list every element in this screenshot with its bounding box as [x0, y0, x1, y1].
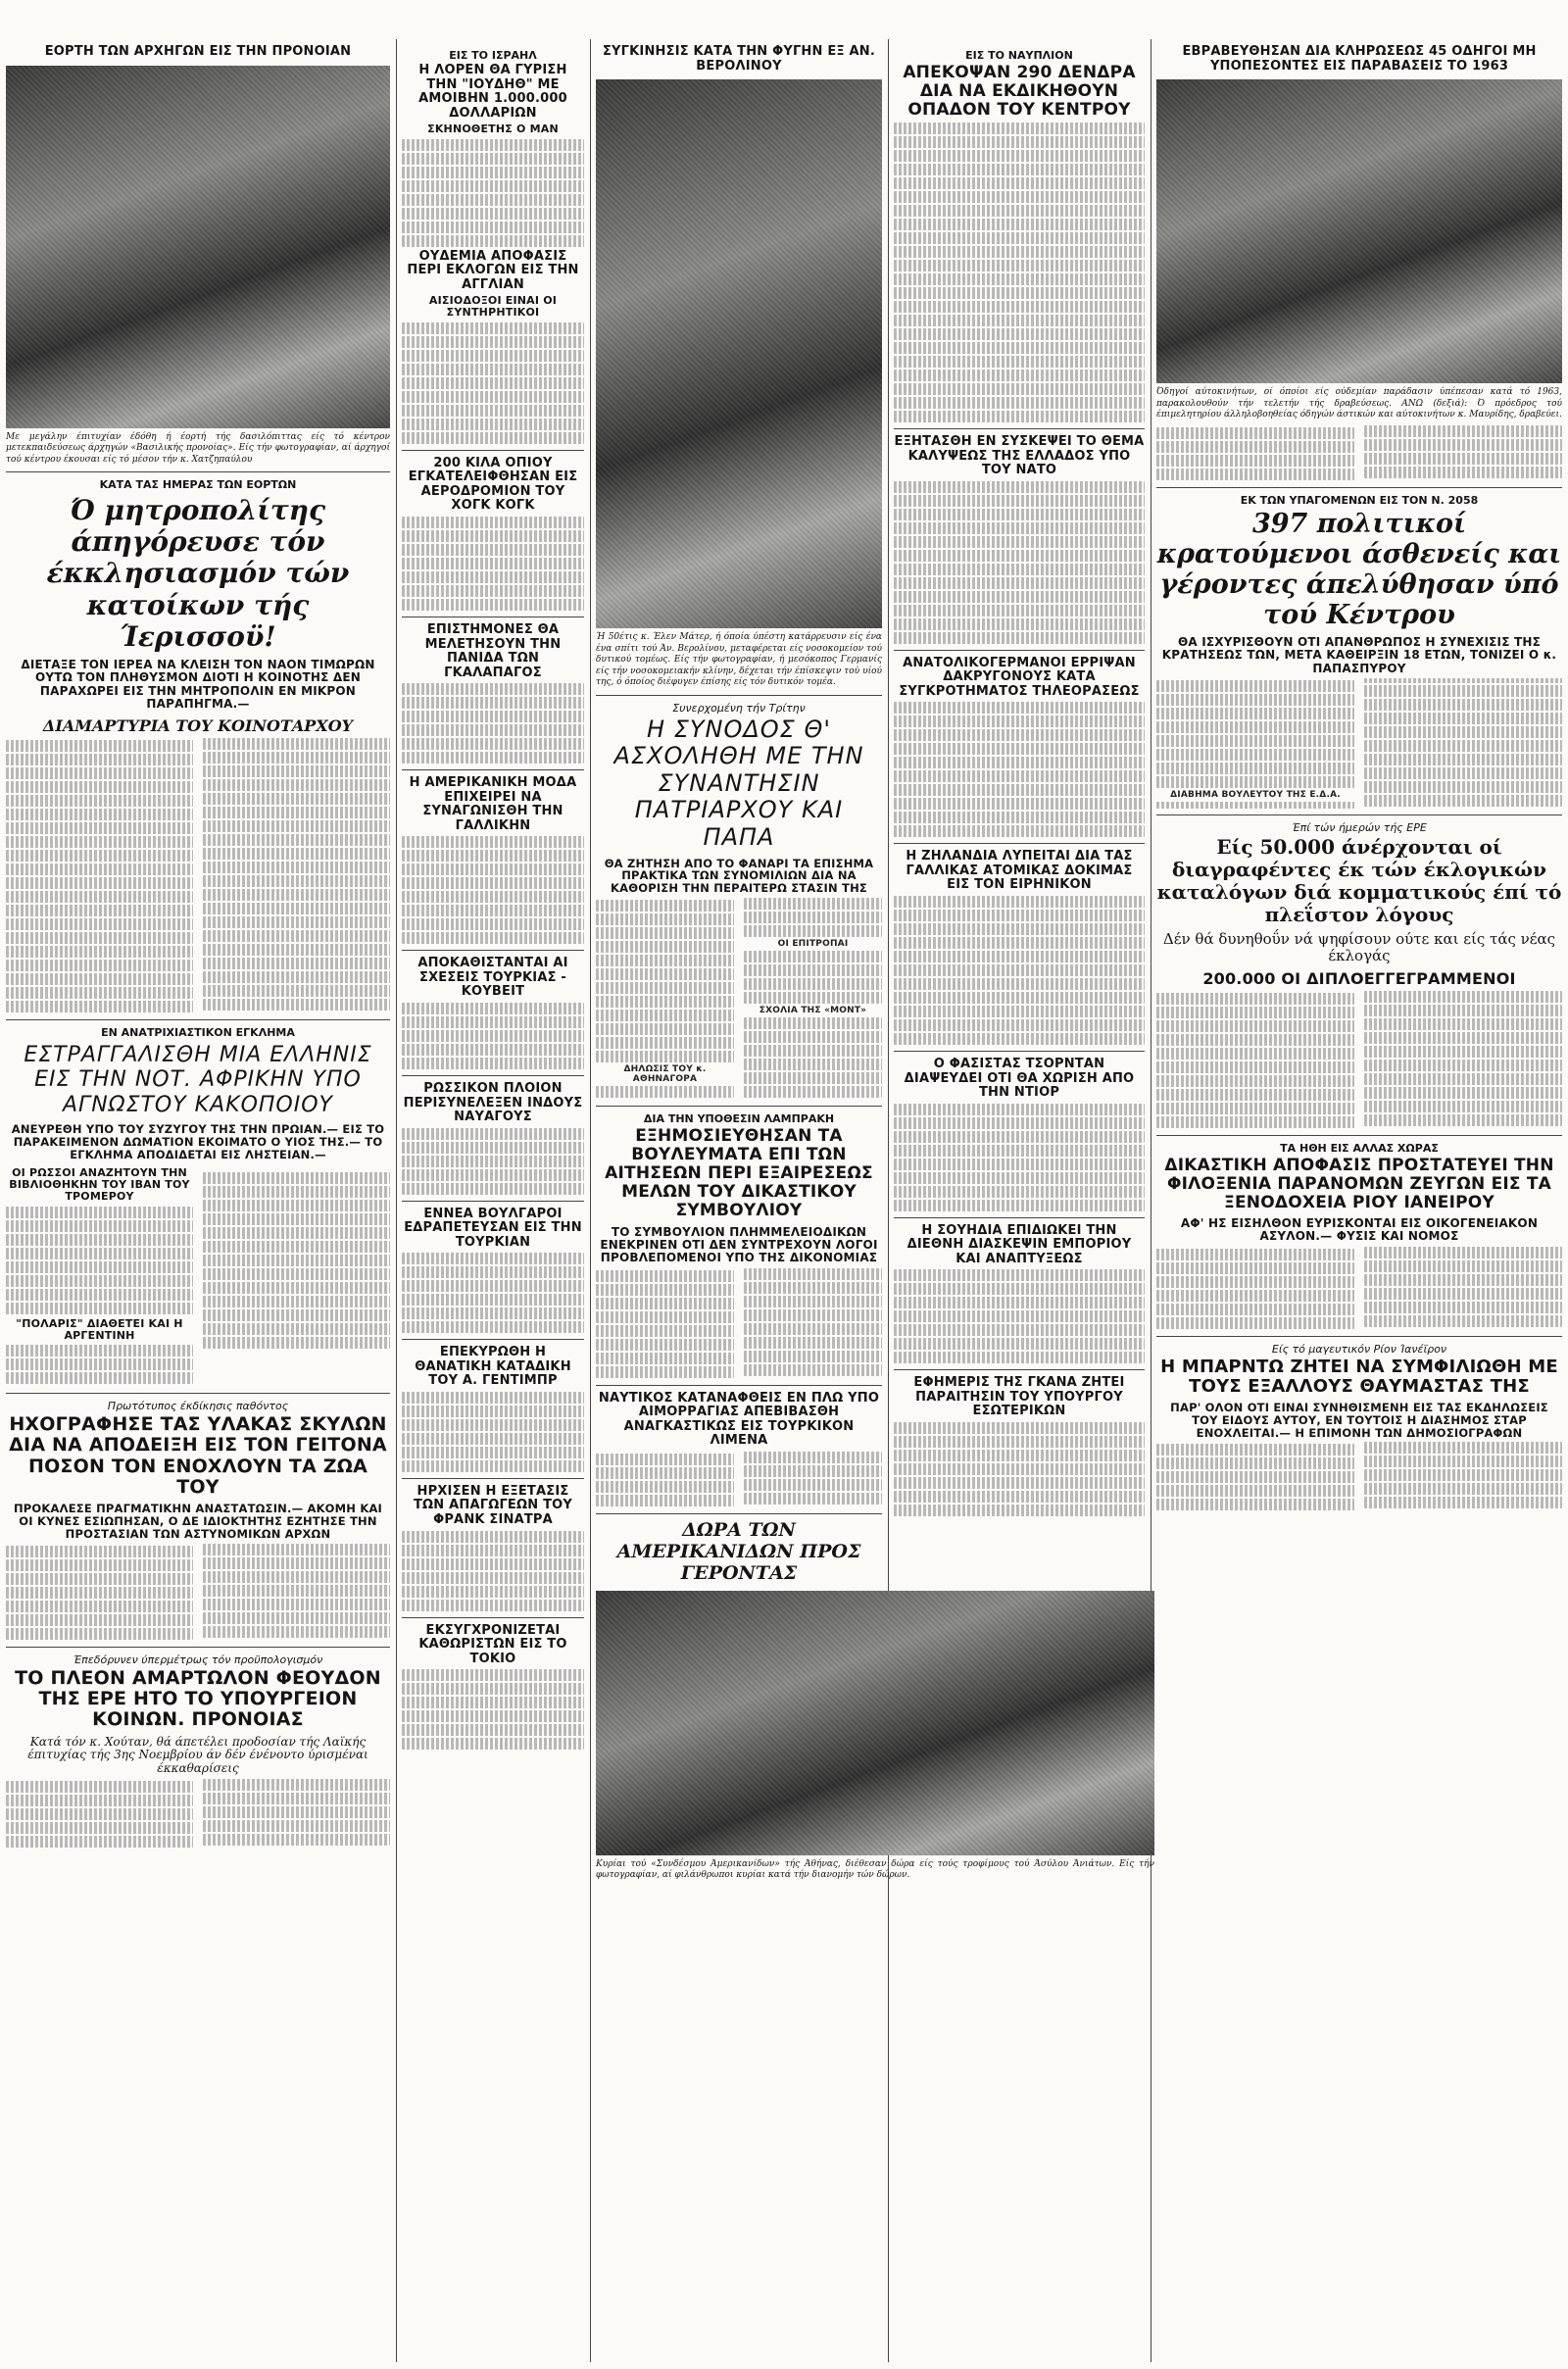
article-subheadline: ΣΚΗΝΟΘΕΤΗΣ Ο ΜΑΝ [427, 123, 559, 136]
article-subheadline: ΘΑ ΖΗΤΗΣΗ ΑΠΟ ΤΟ ΦΑΝΑΡΙ ΤΑ ΕΠΙΣΗΜΑ ΠΡΑΚΤΙΚΑ ΤΩΝ ΣΥΝΟΜΙΛΙΩΝ ΔΙΑ ΝΑ ΚΑΘΟΡΙΣΗ ΤΗΝ ΠΕΡΑΙΤΕΡΩ ΣΤΑΣΙΝ ΤΗΣ [604, 856, 874, 896]
article-body [402, 1128, 584, 1195]
article-body [894, 123, 1145, 422]
article-body [203, 1170, 390, 1385]
article-body [402, 1003, 584, 1069]
article-headline: ΕΞΗΤΑΣΘΗ ΕΝ ΣΥΣΚΕΨΕΙ ΤΟ ΘΕΜΑ ΚΑΛΥΨΕΩΣ ΤΗΣ ΕΛΛΑΔΟΣ ΥΠΟ ΤΟΥ ΝΑΤΟ [894, 434, 1145, 478]
article-headline: ΑΝΑΤΟΛΙΚΟΓΕΡΜΑΝΟΙ ΕΡΡΙΨΑΝ ΔΑΚΡΥΓΟΝΟΥΣ ΚΑΤΑ ΣΥΓΚΡΟΤΗΜΑΤΟΣ ΤΗΛΕΟΡΑΣΕΩΣ [899, 655, 1140, 699]
article-subheadline: ΔΙΑΒΗΜΑ ΒΟΥΛΕΥΤΟΥ ΤΗΣ Ε.Δ.Α. [1170, 790, 1341, 801]
article-subheadline: ΔΙΑΜΑΡΤΥΡΙΑ ΤΟΥ ΚΟΙΝΟΤΑΡΧΟΥ [42, 716, 354, 735]
article-body [596, 898, 882, 1100]
article-headline: ΤΟ ΠΛΕΟΝ ΑΜΑΡΤΩΛΟΝ ΦΕΟΥΔΟΝ ΤΗΣ ΕΡΕ ΗΤΟ ΤΟ ΥΠΟΥΡΓΕΙΟΝ ΚΟΙΝΩΝ. ΠΡΟΝΟΙΑΣ [15, 1666, 381, 1731]
article-headline: ΗΡΧΙΣΕΝ Η ΕΞΕΤΑΣΙΣ ΤΩΝ ΑΠΑΓΩΓΕΩΝ ΤΟΥ ΦΡΑΝΚ ΣΙΝΑΤΡΑ [413, 1483, 572, 1527]
article-body [596, 1452, 882, 1507]
article-subheadline: ΠΡΟΚΑΛΕΣΕ ΠΡΑΓΜΑΤΙΚΗΝ ΑΝΑΣΤΑΤΩΣΙΝ.— ΑΚΟΜΗ ΚΑΙ ΟΙ ΚΥΝΕΣ ΕΣΙΩΠΗΣΑΝ, Ο ΔΕ ΙΔΙΟΚΤΗΤΗΣ ΕΖΗΤΗΣΕ ΤΗΝ ΠΡΟΣΤΑΣΙΑΝ ΤΩΝ ΑΣΤΥΝΟΜΙΚΩΝ ΑΡΧΩΝ [13, 1502, 383, 1542]
article-headline: ΗΧΟΓΡΑΦΗΣΕ ΤΑΣ ΥΛΑΚΑΣ ΣΚΥΛΩΝ ΔΙΑ ΝΑ ΑΠΟΔΕΙΞΗ ΕΙΣ ΤΟΝ ΓΕΙΤΟΝΑ ΠΟΣΟΝ ΤΟΝ ΕΝΟΧΛΟΥΝ ΤΑ ΖΩΑ ΤΟΥ [9, 1413, 387, 1498]
article-headline: ΟΙ ΡΩΣΣΟΙ ΑΝΑΖΗΤΟΥΝ ΤΗΝ ΒΙΒΛΙΟΘΗΚΗΝ ΤΟΥ ΙΒΑΝ ΤΟΥ ΤΡΟΜΕΡΟΥ [9, 1165, 190, 1204]
article-headline: "ΠΟΛΑΡΙΣ" ΔΙΑΘΕΤΕΙ ΚΑΙ Η ΑΡΓΕΝΤΙΝΗ [16, 1316, 183, 1342]
article-kicker: ΕΝ ΑΝΑΤΡΙΧΙΑΣΤΙΚΟΝ ΕΓΚΛΗΜΑ [101, 1026, 295, 1040]
column-rule [590, 39, 591, 2362]
article-headline: ΕΣΤΡΑΓΓΑΛΙΣΘΗ ΜΙΑ ΕΛΛΗΝΙΣ ΕΙΣ ΤΗΝ ΝΟΤ. ΑΦΡΙΚΗΝ ΥΠΟ ΑΓΝΩΣΤΟΥ ΚΑΚΟΠΟΙΟΥ [24, 1043, 372, 1117]
column-5 [1156, 45, 1562, 2363]
article-subheadline: ΑΦ' ΗΣ ΕΙΣΗΛΘΟΝ ΕΥΡΙΣΚΟΝΤΑΙ ΕΙΣ ΟΙΚΟΓΕΝΕΙΑΚΟΝ ΑΣΥΛΟΝ.— ΦΥΣΙΣ ΚΑΙ ΝΟΜΟΣ [1180, 1215, 1539, 1244]
photo-caption: Με μεγάλην έπιτυχίαν έδόθη ή έορτή τής δασιλόπιττας είς τό κέντρον μετεκπαιδεύσεως άρχηγών «Βασιλικής προνοίας». Είς τήν φωτογραφίαν, αί άρχηγοί τού κέντρου έκουσαι είς τό μέσον τήν κ. Χατζηπαύλου [6, 431, 390, 465]
news-photo [1156, 79, 1562, 383]
article-body [402, 1531, 584, 1611]
article-subheadline: ΘΑ ΙΣΧΥΡΙΣΘΟΥΝ ΟΤΙ ΑΠΑΝΘΡΩΠΟΣ Η ΣΥΝΕΧΙΣΙΣ ΤΗΣ ΚΡΑΤΗΣΕΩΣ ΤΩΝ, ΜΕΤΑ ΚΑΘΕΙΡΞΙΝ 18 ΕΤΩΝ, ΤΟΝΙΖΕΙ Ο κ. ΠΑΠΑΣΠΥΡΟΥ [1161, 634, 1557, 675]
article-headline: ΝΑΥΤΙΚΟΣ ΚΑΤΑΝΑΦΘΕΙΣ ΕΝ ΠΛΩ ΥΠΟ ΑΙΜΟΡΡΑΓΙΑΣ ΑΠΕΒΙΒΑΣΘΗ ΑΝΑΓΚΑΣΤΙΚΩΣ ΕΙΣ ΤΟΥΡΚΙΚΟΝ ΛΙΜΕΝΑ [598, 1390, 880, 1449]
news-photo [596, 79, 882, 628]
article-headline: ΟΥΔΕΜΙΑ ΑΠΟΦΑΣΙΣ ΠΕΡΙ ΕΚΛΟΓΩΝ ΕΙΣ ΤΗΝ ΑΓΓΛΙΑΝ [407, 248, 579, 292]
article-body [1156, 1247, 1562, 1330]
article-body [894, 702, 1145, 837]
article-headline: Η ΛΟΡΕΝ ΘΑ ΓΥΡΙΣΗ ΤΗΝ "ΙΟΥΔΗΘ" ΜΕ ΑΜΟΙΒΗΝ 1.000.000 ΔΟΛΛΑΡΙΩΝ [418, 63, 567, 121]
article-headline: Ο ΦΑΣΙΣΤΑΣ ΤΣΟΡΝΤΑΝ ΔΙΑΨΕΥΔΕΙ ΟΤΙ ΘΑ ΧΩΡΙΣΗ ΑΠΟ ΤΗΝ ΝΤΙΟΡ [904, 1057, 1135, 1101]
article-body [1156, 1442, 1562, 1511]
article-body [596, 1268, 882, 1379]
photo-caption: Ή 50έτις κ. Έλεν Μάτερ, ή όποία ύπέστη κατάρρευσιν είς ένα ένα σπίτι τού Άν. Βερολίνου, μεταφέρεται είς νοσοκομείον τού δυτικού τομέως. Είς τήν φωτογραφίαν, ή μεσόκοπος Γερμανίς είς τήν νοσοκομειακήν κλίνην, δέχεται τήν έπίσκεψιν τού υίού της, ό όποίος διέφυγεν έπίσης είς τόν δυτικόν τομέα. [596, 632, 882, 688]
article-body [402, 322, 584, 444]
article-body [6, 1779, 390, 1849]
article-headline: Η ΜΠΑΡΝΤΩ ΖΗΤΕΙ ΝΑ ΣΥΜΦΙΛΙΩΘΗ ΜΕ ΤΟΥΣ ΕΞΑΛΛΟΥΣ ΘΑΥΜΑΣΤΑΣ ΤΗΣ [1160, 1356, 1558, 1397]
article-headline: Η ΣΟΥΗΔΙΑ ΕΠΙΔΙΩΚΕΙ ΤΗΝ ΔΙΕΘΝΗ ΔΙΑΣΚΕΨΙΝ ΕΜΠΟΡΙΟΥ ΚΑΙ ΑΝΑΠΤΥΞΕΩΣ [906, 1222, 1132, 1266]
article-headline: Η ΑΜΕΡΙΚΑΝΙΚΗ ΜΟΔΑ ΕΠΙΧΕΙΡΕΙ ΝΑ ΣΥΝΑΓΩΝΙΣΘΗ ΤΗΝ ΓΑΛΛΙΚΗΝ [409, 775, 577, 833]
article-headline: ΔΙΚΑΣΤΙΚΗ ΑΠΟΦΑΣΙΣ ΠΡΟΣΤΑΤΕΥΕΙ ΤΗΝ ΦΙΛΟΞΕΝΙΑ ΠΑΡΑΝΟΜΩΝ ΖΕΥΓΩΝ ΕΙΣ ΤΑ ΞΕΝΟΔΟΧΕΙΑ ΡΙΟΥ ΙΑΝΕΙΡΟΥ [1164, 1155, 1554, 1212]
article-body [1156, 425, 1562, 481]
article-subheadline: ΟΙ ΕΠΙΤΡΟΠΑΙ [777, 939, 849, 950]
article-body [402, 139, 584, 247]
column-2 [402, 45, 584, 2363]
article-subheadline: ΔΗΛΩΣΙΣ ΤΟΥ κ. ΑΘΗΝΑΓΟΡΑ [623, 1064, 707, 1085]
article-body [1156, 991, 1562, 1129]
article-kicker: ΕΙΣ ΤΟ ΙΣΡΑΗΛ [449, 49, 537, 62]
article-subheadline: 200.000 ΟΙ ΔΙΠΛΟΕΓΓΕΓΡΑΜΜΕΝΟΙ [1202, 968, 1516, 988]
article-kicker: ΚΑΤΑ ΤΑΣ ΗΜΕΡΑΣ ΤΩΝ ΕΟΡΤΩΝ [99, 478, 297, 492]
article-kicker: Πρωτότυπος έκδίκησις παθόντος [107, 1400, 289, 1413]
column-rule [396, 39, 397, 2362]
article-body [6, 1345, 193, 1384]
column-rule [1151, 39, 1152, 2362]
article-headline: ΕΚΣΥΓΧΡΟΝΙΖΕΤΑΙ ΚΑΘΩΡΙΣΤΩΝ ΕΙΣ ΤΟ ΤΟΚΙΟ [418, 1622, 567, 1666]
photo-caption: Όδηγοί αύτοκινήτων, οί όποίοι είς ούδεμίαν παράδασιν ύπέπεσαν κατά τό 1963, παρακολουθούν τήν τελετήν τής δραβεύσεως. ΑΝΩ (δεξιά): Ό πρόεδρος τού έπιμελητηρίου άλληλοβοηθείας όδηγών άστικών και αύτοκινήτων κ. Μαυρίδης, δραβεύει. [1156, 387, 1562, 420]
article-body [894, 1269, 1145, 1363]
article-kicker: ΕΚ ΤΩΝ ΥΠΑΓΟΜΕΝΩΝ ΕΙΣ ΤΟΝ Ν. 2058 [1240, 493, 1479, 507]
article-headline: 397 πολιτικοί κρατούμενοι άσθενείς και γέροντες άπελύθησαν ύπό τού Κέντρου [1156, 508, 1562, 630]
article-headline: 200 ΚΙΛΑ ΟΠΙΟΥ ΕΓΚΑΤΕΛΕΙΦΘΗΣΑΝ ΕΙΣ ΑΕΡΟΔΡΟΜΙΟΝ ΤΟΥ ΧΟΓΚ ΚΟΓΚ [408, 455, 578, 514]
section-title: ΕΟΡΤΗ ΤΩΝ ΑΡΧΗΓΩΝ ΕΙΣ ΤΗΝ ΠΡΟΝΟΙΑΝ [44, 44, 352, 59]
article-body [402, 836, 584, 944]
article-headline: Η ΖΗΛΑΝΔΙΑ ΛΥΠΕΙΤΑΙ ΔΙΑ ΤΑΣ ΓΑΛΛΙΚΑΣ ΑΤΟΜΙΚΑΣ ΔΟΚΙΜΑΣ ΕΙΣ ΤΟΝ ΕΙΡΗΝΙΚΟΝ [906, 849, 1133, 893]
section-title: ΣΥΓΚΙΝΗΣΙΣ ΚΑΤΑ ΤΗΝ ΦΥΓΗΝ ΕΞ ΑΝ. ΒΕΡΟΛΙΝΟΥ [602, 44, 876, 74]
article-subheadline: ΠΑΡ' ΟΛΟΝ ΟΤΙ ΕΙΝΑΙ ΣΥΝΗΘΙΣΜΕΝΗ ΕΙΣ ΤΑΣ ΕΚΔΗΛΩΣΕΙΣ ΤΟΥ ΕΙΔΟΥΣ ΑΥΤΟΥ, ΕΝ ΤΟΥΤΟΙΣ Η ΔΙΑΣΗΜΟΣ ΣΤΑΡ ΕΝΟΧΛΕΙΤΑΙ.— Η ΕΠΙΜΟΝΗ ΤΩΝ ΔΗΜΟΣΙΟΓΡΑΦΩΝ [1170, 1400, 1548, 1440]
article-headline: ΕΞΗΜΟΣΙΕΥΘΗΣΑΝ ΤΑ ΒΟΥΛΕΥΜΑΤΑ ΕΠΙ ΤΩΝ ΑΙΤΗΣΕΩΝ ΠΕΡΙ ΕΞΑΙΡΕΣΕΩΣ ΜΕΛΩΝ ΤΟΥ ΔΙΚΑΣΤΙΚΟΥ ΣΥΜΒΟΥΛΙΟΥ [605, 1126, 873, 1221]
article-headline: ΔΩΡΑ ΤΩΝ ΑΜΕΡΙΚΑΝΙΔΩΝ ΠΡΟΣ ΓΕΡΟΝΤΑΣ [616, 1519, 861, 1584]
news-photo [6, 66, 390, 428]
article-subheadline: ΔΙΕΤΑΞΕ ΤΟΝ ΙΕΡΕΑ ΝΑ ΚΛΕΙΣΗ ΤΟΝ ΝΑΟΝ ΤΙΜΩΡΩΝ ΟΥΤΩ ΤΟΝ ΠΛΗΘΥΣΜΟΝ ΔΙΟΤΙ Η ΚΟΙΝΟΤΗΣ ΔΕΝ ΠΑΡΑΧΩΡΕΙ ΕΙΣ ΤΗΝ ΜΗΤΡΟΠΟΛΙΝ ΕΝ ΜΙΚΡΟΝ ΠΑΡΑΠΗΓΜΑ.— [21, 657, 375, 712]
article-subheadline: ΑΝΕΥΡΕΘΗ ΥΠΟ ΤΟΥ ΣΥΖΥΓΟΥ ΤΗΣ ΤΗΝ ΠΡΩΙΑΝ.— ΕΙΣ ΤΟ ΠΑΡΑΚΕΙΜΕΝΟΝ ΔΩΜΑΤΙΟΝ ΕΚΟΙΜΑΤΟ Ο ΥΙΟΣ ΤΗΣ.— ΤΟ ΕΓΚΛΗΜΑ ΑΠΟΔΙΔΕΤΑΙ ΕΙΣ ΛΗΣΤΕΙΑΝ.— [11, 1122, 385, 1161]
article-body [894, 481, 1145, 644]
article-headline: Η ΣΥΝΟΔΟΣ Θ' ΑΣΧΟΛΗΘΗ ΜΕ ΤΗΝ ΣΥΝΑΝΤΗΣΙΝ ΠΑΤΡΙΑΡΧΟΥ ΚΑΙ ΠΑΠΑ [613, 715, 864, 851]
article-kicker: ΕΙΣ ΤΟ ΝΑΥΠΛΙΟΝ [965, 49, 1073, 62]
article-body [402, 517, 584, 611]
article-kicker: Έπεδόρυνεν ύπερμέτρως τόν προϋπολογισμόν [73, 1653, 323, 1666]
article-subheadline: Δέν θά δυνηθοΰν νά ψηφίσουν ούτε και είς τάς νέας έκλογάς [1162, 930, 1556, 965]
article-headline: ΕΦΗΜΕΡΙΣ ΤΗΣ ΓΚΑΝΑ ΖΗΤΕΙ ΠΑΡΑΙΤΗΣΙΝ ΤΟΥ ΥΠΟΥΡΓΟΥ ΕΣΩΤΕΡΙΚΩΝ [913, 1375, 1125, 1419]
article-body [894, 1422, 1145, 1516]
article-body [894, 1104, 1145, 1211]
article-body [402, 683, 584, 764]
article-headline: ΑΠΟΚΑΘΙΣΤΑΝΤΑΙ ΑΙ ΣΧΕΣΕΙΣ ΤΟΥΡΚΙΑΣ - ΚΟΥΒΕΙΤ [417, 956, 568, 1000]
article-headline: ΡΩΣΣΙΚΟΝ ΠΛΟΙΟΝ ΠΕΡΙΣΥΝΕΛΕΞΕΝ ΙΝΔΟΥΣ ΝΑΥΑΓΟΥΣ [403, 1080, 583, 1125]
column-1 [6, 45, 390, 2363]
column-4 [894, 45, 1145, 1829]
article-headline: Ό μητροπολίτης άπηγόρευσε τόν έκκλησιασμόν τών κατοίκων τής Ίερισσοϋ! [46, 494, 350, 653]
article-headline: ΕΠΙΣΤΗΜΟΝΕΣ ΘΑ ΜΕΛΕΤΗΣΟΥΝ ΤΗΝ ΠΑΝΙΔΑ ΤΩΝ ΓΚΑΛΑΠΑΓΟΣ [424, 621, 562, 680]
article-kicker: Είς τό μαγευτικόν Ρίον Ίανέϊρον [1271, 1342, 1447, 1356]
article-body [402, 1253, 584, 1333]
article-kicker: Συνερχομένη τήν Τρίτην [672, 701, 806, 715]
article-body [6, 1207, 193, 1314]
article-headline: ΑΠΕΚΟΨΑΝ 290 ΔΕΝΔΡΑ ΔΙΑ ΝΑ ΕΚΔΙΚΗΘΟΥΝ ΟΠΑΔΟΝ ΤΟΥ ΚΕΝΤΡΟΥ [903, 63, 1136, 121]
article-subheadline: ΑΙΣΙΟΔΟΞΟΙ ΕΙΝΑΙ ΟΙ ΣΥΝΤΗΡΗΤΙΚΟΙ [428, 294, 558, 320]
article-kicker: ΔΙΑ ΤΗΝ ΥΠΟΘΕΣΙΝ ΛΑΜΠΡΑΚΗ [643, 1112, 835, 1126]
article-body [6, 1544, 390, 1641]
article-body [894, 896, 1145, 1045]
section-title: ΕΒΡΑΒΕΥΘΗΣΑΝ ΔΙΑ ΚΛΗΡΩΣΕΩΣ 45 ΟΔΗΓΟΙ ΜΗ ΥΠΟΠΕΣΟΝΤΕΣ ΕΙΣ ΠΑΡΑΒΑΣΕΙΣ ΤΟ 1963 [1182, 44, 1537, 74]
article-body [402, 1392, 584, 1472]
article-body [6, 738, 390, 1013]
photo-caption: Κυρίαι τού «Συνδέσμου Άμερικανίδων» τής Άθήνας, διέθεσαν δώρα είς τούς τροφίμους τού Άσύλου Άνιάτων. Είς τήν φωτογραφίαν, αί φιλάνθρωποι κυρίαι κατά τήν διανομήν τών δώρων. [596, 1858, 1154, 1881]
article-body [1156, 678, 1562, 809]
column-rule [888, 39, 889, 2362]
article-headline: ΕΠΕΚΥΡΩΘΗ Η ΘΑΝΑΤΙΚΗ ΚΑΤΑΔΙΚΗ ΤΟΥ Α. ΓΕΝΤΙΜΠΡ [415, 1345, 571, 1389]
article-body [402, 1669, 584, 1750]
article-subheadline: ΤΟ ΣΥΜΒΟΥΛΙΟΝ ΠΛΗΜΜΕΛΕΙΟΔΙΚΩΝ ΕΝΕΚΡΙΝΕΝ ΟΤΙ ΔΕΝ ΣΥΝΤΡΕΧΟΥΝ ΛΟΓΟΙ ΠΡΟΒΛΕΠΟΜΕΝΟΙ ΥΠΟ ΤΗΣ ΔΙΚΟΝΟΜΙΑΣ [600, 1224, 878, 1265]
article-headline: Είς 50.000 άνέρχονται οί διαγραφέντες έκ τών έκλογικών καταλόγων διά κομματικούς έπί τό πλεΐστον λόγους [1156, 835, 1562, 927]
article-subheadline: ΣΧΟΛΙΑ ΤΗΣ «ΜΟΝΤ» [759, 1006, 867, 1016]
article-kicker: ΤΑ ΗΘΗ ΕΙΣ ΑΛΛΑΣ ΧΩΡΑΣ [1280, 1141, 1439, 1155]
article-kicker: Έπί τών ήμερών τής ΕΡΕ [1292, 821, 1427, 835]
article-headline: ΕΝΝΕΑ ΒΟΥΛΓΑΡΟΙ ΕΔΡΑΠΕΤΕΥΣΑΝ ΕΙΣ ΤΗΝ ΤΟΥΡΚΙΑΝ [404, 1206, 582, 1250]
article-subheadline: Κατά τόν κ. Χούταν, θά άπετέλει προδοσίαν τής Λαϊκής έπιτυχίας τής 3ης Νοεμβρίου άν δέν ένένοντο ύρισμέναι έκκαθαρίσεις [27, 1734, 368, 1776]
